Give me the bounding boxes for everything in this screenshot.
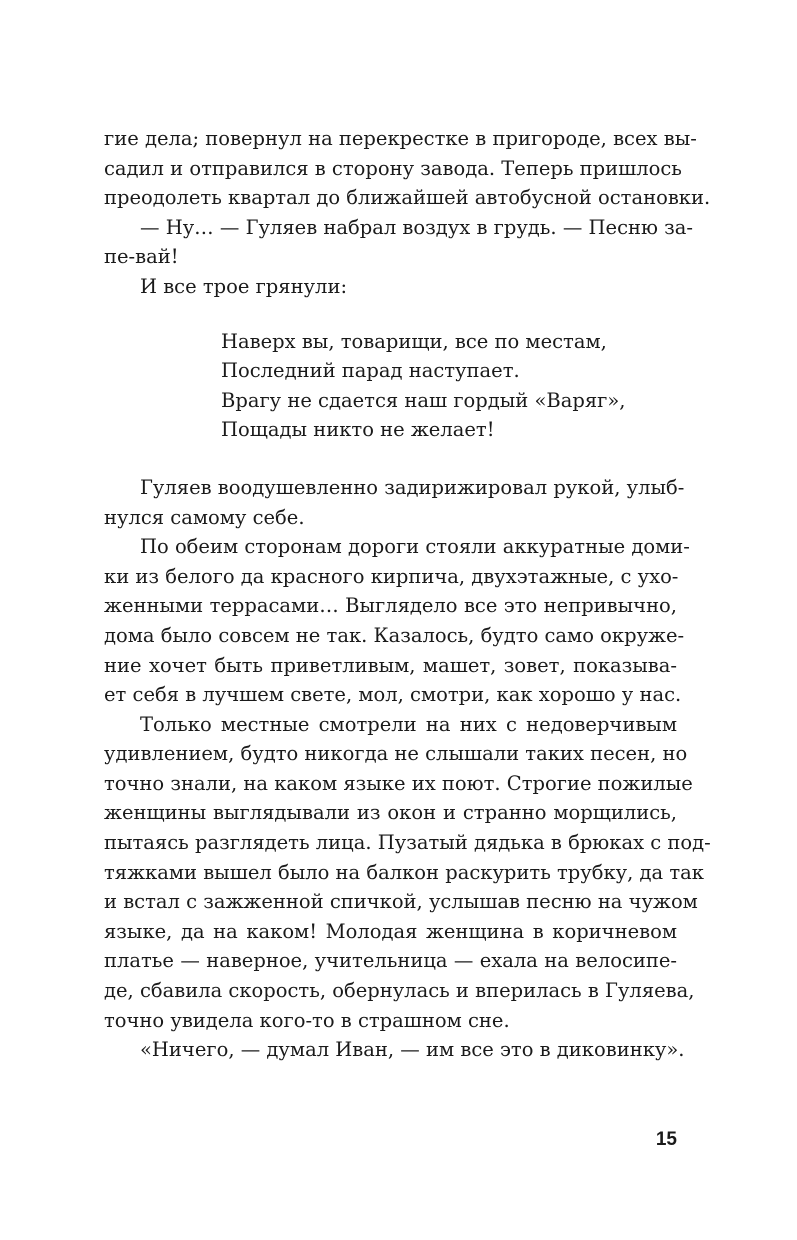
verse-line: Последний парад наступает. (221, 359, 520, 383)
text-line: По обеим сторонам дороги стояли аккуратные доми- (140, 535, 690, 559)
paragraph (104, 710, 711, 1036)
text-line: Гуляев воодушевленно задирижировал рукой, улыб- (140, 475, 685, 499)
text-line: И все трое грянули: (140, 274, 348, 298)
text-line: точно увидела кого-то в страшном сне. (104, 1008, 510, 1032)
verse-line: Врагу не сдается наш гордый «Варяг», (221, 388, 626, 412)
verse-line: Пощады никто не желает! (221, 418, 495, 442)
paragraph (104, 124, 711, 213)
text-line: ние хочет быть приветливым, машет, зовет, показыва- (104, 653, 677, 677)
text-line: ет себя в лучшем свете, мол, смотри, как хорошо у нас. (104, 683, 682, 707)
paragraph (104, 473, 685, 532)
text-line: гие дела; повернул на перекрестке в пригороде, всех вы- (104, 127, 697, 150)
text-line: нулся самому себе. (104, 505, 305, 529)
text-line: «Ничего, — думал Иван, — им все это в диковинку». (140, 1038, 685, 1062)
page-number: 15 (655, 1129, 677, 1150)
verse-line: Наверх вы, товарищи, все по местам, (221, 329, 607, 353)
text-line: платье — наверное, учительница — ехала на велосипе- (104, 949, 677, 973)
paragraph (104, 213, 694, 272)
text-line: де, сбавила скорость, обернулась и вперилась в Гуляева, (104, 979, 695, 1003)
text-line: точно знали, на каком языке их поют. Строгие пожилые (104, 771, 693, 795)
text-line: — Ну… — Гуляев набрал воздух в грудь. — Песню за- (140, 215, 694, 239)
text-line: пытаясь разглядеть лица. Пузатый дядька в брюках с под- (104, 831, 711, 855)
text-line: преодолеть квартал до ближайшей автобусной остановки. (104, 186, 711, 210)
text-line: женщины выглядывали из окон и странно морщились, (104, 801, 677, 825)
body-text (104, 124, 711, 1065)
text-line: дома было совсем не так. Казалось, будто само окруже- (104, 623, 685, 647)
text-line: удивлением, будто никогда не слышали таких песен, но (104, 742, 688, 766)
text-line: языке, да на каком! Молодая женщина в коричневом (104, 919, 677, 943)
paragraph (104, 1035, 685, 1065)
text-line: Только местные смотрели на них с недоверчивым (140, 712, 677, 736)
text-line: садил и отправился в сторону завода. Теперь пришлось (104, 156, 682, 180)
song-verse (104, 327, 677, 445)
paragraph (104, 532, 690, 710)
text-line: и встал с зажженной спичкой, услышав песню на чужом (104, 890, 698, 914)
text-line: тяжками вышел было на балкон раскурить трубку, да так (104, 860, 704, 884)
paragraph (104, 272, 677, 302)
text-line: ки из белого да красного кирпича, двухэтажные, с ухо- (104, 564, 679, 588)
text-line: пе-вай! (104, 245, 179, 269)
text-line: женными террасами… Выглядело все это непривычно, (104, 594, 677, 618)
